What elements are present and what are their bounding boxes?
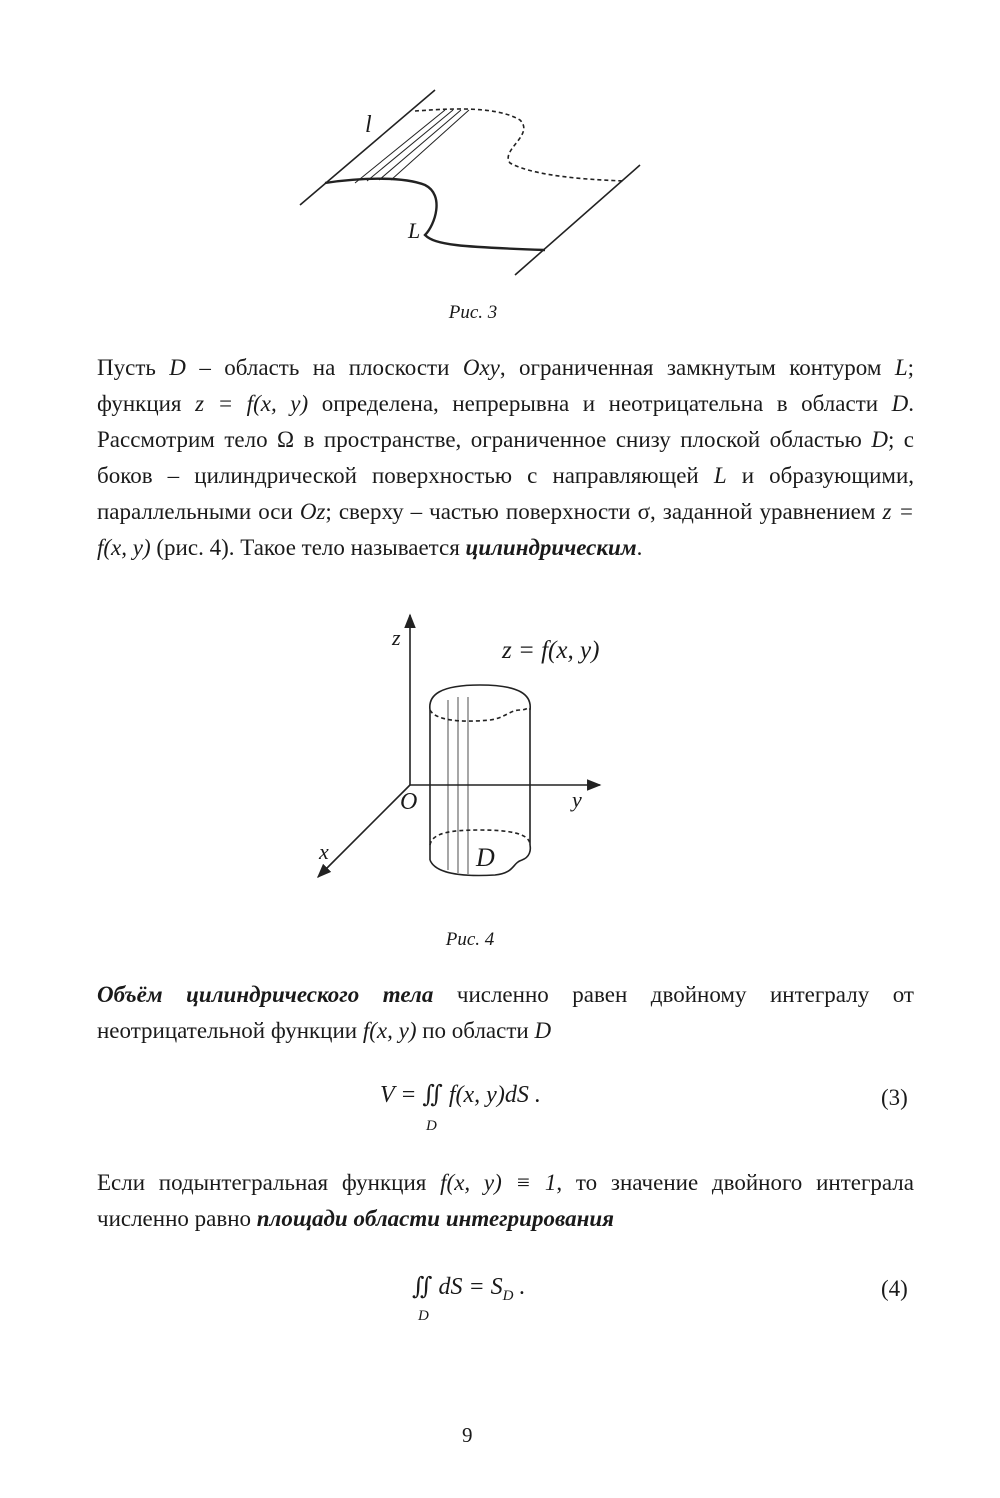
equation-number-4: (4) (881, 1276, 908, 1301)
label-x: x (319, 839, 329, 864)
hatch-2 (367, 110, 453, 181)
p1-text-11: . (636, 535, 643, 560)
p1-function: z = f(x, y) (195, 391, 309, 416)
formula-4-subscript-S: D (502, 1288, 514, 1304)
p1-text-6: . Рассмотрим тело Ω в пространстве, ограниченное снизу плоской областью (97, 391, 914, 452)
p1-function-2: z = f(x, y) (97, 499, 914, 560)
figure-3-caption: Рис. 3 (448, 302, 498, 323)
p2-text-2: по области (416, 1018, 535, 1043)
top-surface-back (430, 685, 530, 710)
contour-L-upper-dashed (415, 109, 625, 181)
top-surface-front (430, 708, 530, 721)
p1-plane-Oxy: Oxy (462, 355, 500, 380)
contour-L-lower (325, 179, 545, 250)
p1-var-D: D (169, 355, 186, 380)
p2-text-1: численно равен двойному интегралу от неотрицательной функции (97, 982, 914, 1043)
p1-var-D-2: D (891, 391, 909, 416)
paragraph-2 (97, 977, 914, 1049)
formula-3-subscript: D (426, 1118, 437, 1134)
formula-4 (412, 1272, 526, 1304)
formula-3: V = ∬ f(x, y)dS . (380, 1082, 541, 1108)
label-l: l (365, 112, 372, 138)
label-surface-function: z = f(x, y) (502, 637, 600, 664)
figure-4 (300, 605, 640, 890)
label-z: z (392, 625, 401, 650)
hatch-4 (391, 110, 469, 180)
figure-4-caption: Рис. 4 (445, 929, 495, 950)
formula-4-body: ∬ dS = S (412, 1274, 503, 1300)
label-L: L (408, 218, 421, 243)
p1-text-1: Пусть (97, 355, 170, 380)
label-D: D (476, 843, 495, 872)
figure-3-drawing (295, 85, 665, 285)
p1-text-4: ; функция (97, 355, 915, 416)
p1-text-3: , ограниченная замкнутым контуром (499, 355, 895, 380)
p3-text-1: Если подынтегральная функция (97, 1170, 441, 1195)
p1-text-10: (рис. 4). Такое тело называется (150, 535, 466, 560)
label-O: O (400, 789, 418, 815)
paragraph-1 (97, 350, 914, 566)
p1-var-D-3: D (871, 427, 888, 452)
p3-term-area: площади области интегрирования (256, 1206, 614, 1231)
p2-function: f(x, y) (362, 1018, 417, 1043)
axis-x (318, 785, 410, 877)
p2-term-volume: Объём цилиндрического тела (97, 982, 434, 1007)
p2-var-D: D (534, 1018, 552, 1043)
p1-text-9: ; сверху – частью поверхности σ, заданной уравнением (325, 499, 883, 524)
p1-term-cylindrical: цилиндрическим (465, 535, 637, 560)
paragraph-3 (97, 1165, 914, 1237)
p1-text-7: ; с боков – цилиндрической поверхностью с направляющей (97, 427, 914, 488)
p1-var-L-2: L (713, 463, 727, 488)
page-number: 9 (462, 1423, 473, 1447)
formula-4-tail: . (513, 1274, 526, 1300)
line-l (300, 90, 435, 205)
p3-function: f(x, y) ≡ 1 (440, 1170, 557, 1195)
figure-3 (295, 85, 665, 285)
p1-var-L: L (894, 355, 908, 380)
p3-text-2: , то значение двойного интеграла численно равно (97, 1170, 914, 1231)
equation-number-3: (3) (881, 1085, 908, 1110)
formula-4-subscript: D (418, 1308, 429, 1324)
p1-text-2: – область на плоскости (185, 355, 463, 380)
p1-text-8: и образующими, параллельными оси (97, 463, 914, 524)
label-y: y (572, 787, 582, 812)
hatch-3 (379, 110, 461, 180)
p1-axis-Oz: Oz (299, 499, 326, 524)
p1-text-5: определена, непрерывна и неотрицательна в области (308, 391, 892, 416)
